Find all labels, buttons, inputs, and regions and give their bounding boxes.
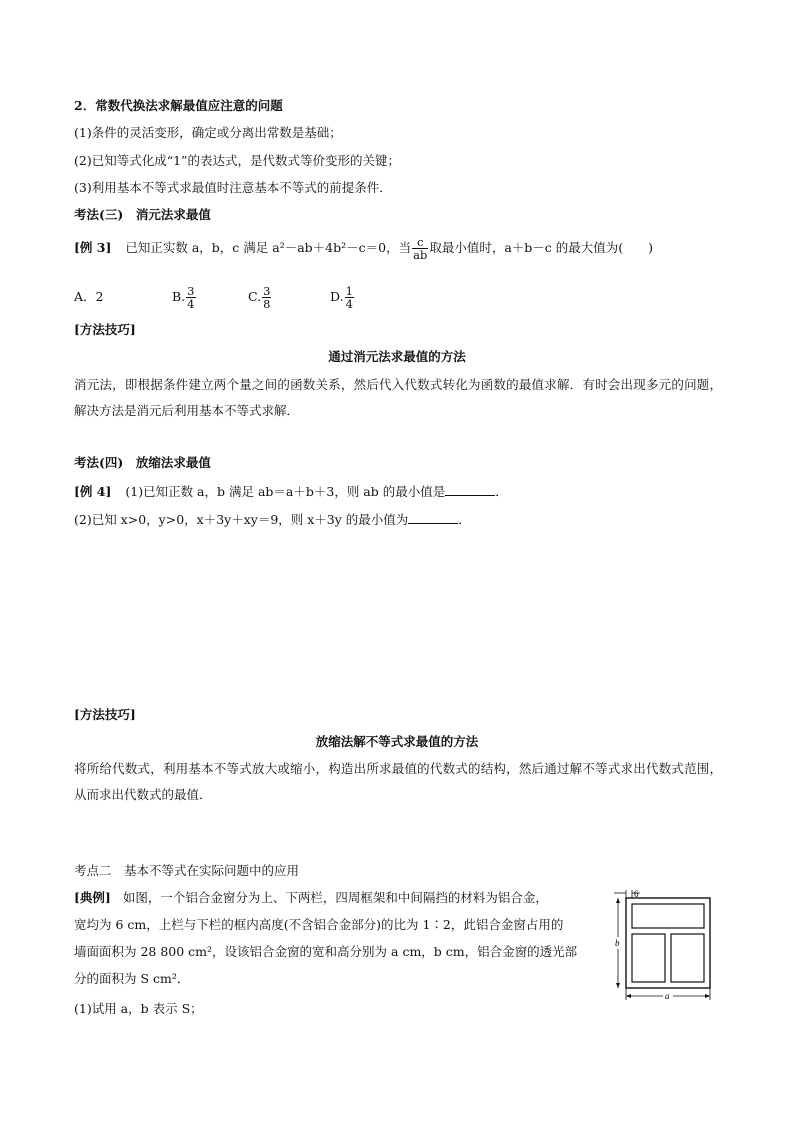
typical-example-line-2: 宽均为 6 cm，上栏与下栏的框内高度(不含铝合金部分)的比为 1∶2，此铝合金窗占用的 xyxy=(74,917,564,932)
typical-example-text-1: 如图，一个铝合金窗分为上、下两栏，四周框架和中间隔挡的材料为铝合金， xyxy=(122,890,548,905)
example-4-q2-end: ． xyxy=(458,512,471,527)
label-a: a xyxy=(665,991,670,1001)
window-top-pane xyxy=(632,904,704,928)
section-2-title: 2．常数代换法求解最值应注意的问题 xyxy=(74,98,283,113)
typical-example-line-3: 墙面面积为 28 800 cm²，设该铝合金窗的宽和高分别为 a cm，b cm，铝合金窗的透光部 xyxy=(74,944,578,959)
fraction-numerator: c xyxy=(412,236,428,249)
example-3-text-pre: 已知正实数 a，b，c 满足 a²－ab＋4b²－c＝0，当 xyxy=(125,240,412,255)
section-2-item-1: (1)条件的灵活变形，确定或分离出常数是基础； xyxy=(74,125,342,140)
option-b xyxy=(172,285,248,310)
option-b-label: B. xyxy=(172,289,186,304)
method-4-tips-tag: [方法技巧] xyxy=(74,707,136,722)
example-4-q2-text: (2)已知 x>0，y>0，x＋3y＋xy＝9，则 x＋3y 的最小值为 xyxy=(74,512,409,527)
fraction-denominator: ab xyxy=(413,248,428,262)
method-4-tips-title: 放缩法解不等式求最值的方法 xyxy=(315,734,479,749)
method-3-tips-title: 通过消元法求最值的方法 xyxy=(328,349,466,364)
label-6: 6 xyxy=(634,889,639,899)
example-4-tag: [例 4] xyxy=(74,484,112,499)
point-2-heading: 考点二 基本不等式在实际问题中的应用 xyxy=(74,863,300,878)
answer-blank xyxy=(408,509,458,524)
method-4-heading: 考法(四) 放缩法求最值 xyxy=(74,455,211,470)
example-3-tag: [例 3] xyxy=(74,240,112,255)
window-diagram xyxy=(614,886,718,1006)
fraction-denominator: 4 xyxy=(187,297,195,311)
option-c xyxy=(248,285,330,310)
example-4-q1 xyxy=(74,481,508,502)
typical-example-line-1 xyxy=(74,888,548,908)
fraction-numerator: 3 xyxy=(263,284,271,298)
window-outer-frame xyxy=(626,898,710,988)
fraction-numerator: 1 xyxy=(345,284,353,298)
option-b-fraction xyxy=(186,285,195,310)
typical-example-line-4: 分的面积为 S cm²． xyxy=(74,971,190,986)
method-3-tips-body: 消元法，即根据条件建立两个量之间的函数关系，然后代入代数式转化为函数的最值求解．有时会出现多元的问题，解决方法是消元后利用基本不等式求解． xyxy=(74,377,722,418)
option-d-label: D. xyxy=(330,289,344,304)
typical-example-q1: (1)试用 a，b 表示 S； xyxy=(74,1001,203,1016)
option-a: A．2 xyxy=(74,289,104,304)
option-c-label: C. xyxy=(248,289,262,304)
section-2-item-3: (3)利用基本不等式求最值时注意基本不等式的前提条件． xyxy=(74,180,392,195)
example-4-q1-text: (1)已知正数 a，b 满足 ab＝a＋b＋3，则 ab 的最小值是 xyxy=(125,484,446,499)
fraction-denominator: 4 xyxy=(345,297,353,311)
option-d xyxy=(330,285,355,310)
example-3-options xyxy=(74,285,355,310)
example-3-fraction xyxy=(412,236,428,261)
method-4-tips-body: 将所给代数式，利用基本不等式放大或缩小，构造出所求最值的代数式的结构，然后通过解不等式求出代数式范围，从而求出代数式的最值． xyxy=(74,761,722,802)
section-2-item-2: (2)已知等式化成“1”的表达式，是代数式等价变形的关键； xyxy=(74,153,400,168)
example-4-q2 xyxy=(74,509,471,530)
example-3-text-post: 取最小值时，a＋b－c 的最大值为( ) xyxy=(429,240,653,255)
window-bottom-right-pane xyxy=(671,934,704,982)
fraction-numerator: 3 xyxy=(187,284,195,298)
option-d-fraction xyxy=(345,285,354,310)
example-3 xyxy=(74,236,653,261)
answer-blank xyxy=(445,481,495,496)
fraction-denominator: 8 xyxy=(263,297,271,311)
label-b: b xyxy=(615,938,620,948)
typical-example-tag: [典例] xyxy=(74,890,111,905)
method-3-heading: 考法(三) 消元法求最值 xyxy=(74,207,211,222)
example-4-q1-end: ． xyxy=(495,484,508,499)
window-bottom-left-pane xyxy=(632,934,665,982)
option-c-fraction xyxy=(262,285,271,310)
method-3-tips-tag: [方法技巧] xyxy=(74,322,136,337)
